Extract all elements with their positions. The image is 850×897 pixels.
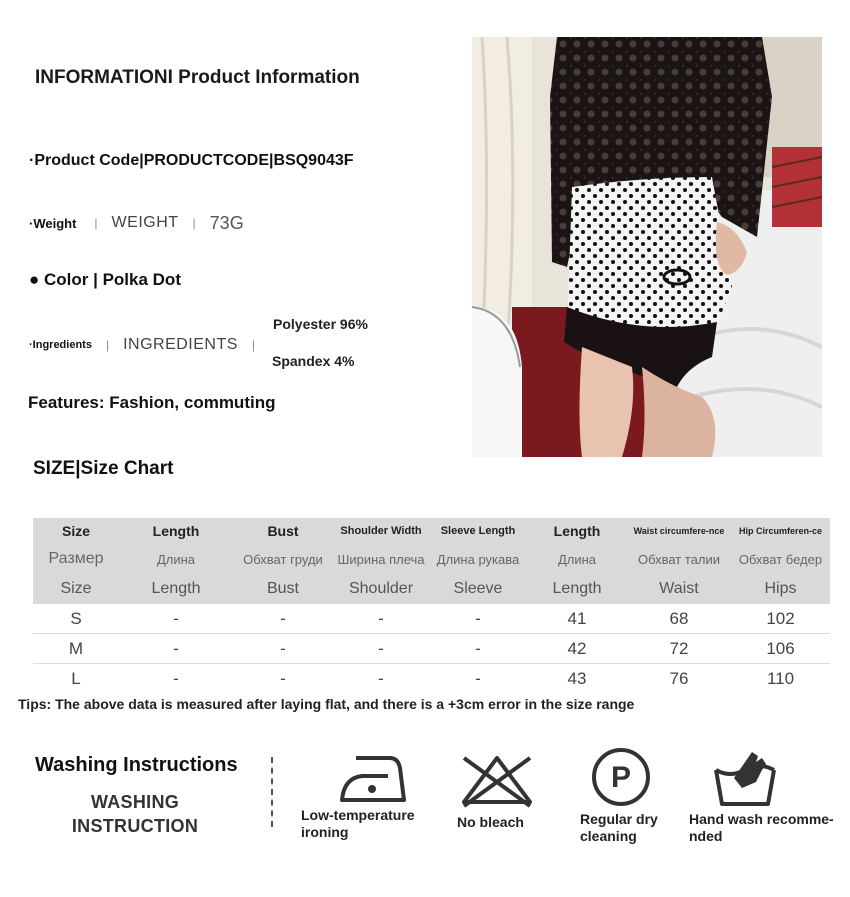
table-row bbox=[33, 634, 830, 664]
weight-label: ·Weight bbox=[29, 215, 77, 231]
table-cell: M bbox=[33, 634, 119, 664]
size-header-en bbox=[33, 518, 830, 544]
color-line: ● Color | Polka Dot bbox=[29, 270, 181, 289]
table-cell: - bbox=[233, 634, 333, 664]
table-cell: - bbox=[333, 634, 429, 664]
caption-line: Hand wash recomme- bbox=[689, 811, 834, 827]
table-cell: 42 bbox=[527, 634, 627, 664]
hand-wash-caption bbox=[689, 811, 834, 845]
table-cell: 72 bbox=[627, 634, 731, 664]
header-cell: Shoulder Width bbox=[333, 518, 429, 544]
no-bleach-icon bbox=[458, 752, 536, 808]
page-title: INFORMATIONI Product Information bbox=[35, 67, 360, 88]
caption-line: nded bbox=[689, 828, 723, 844]
ironing-caption bbox=[301, 807, 415, 841]
header-cell: Размер bbox=[33, 544, 119, 574]
table-cell: 76 bbox=[669, 668, 689, 688]
header-cell: Обхват груди bbox=[233, 544, 333, 574]
header-cell: Size bbox=[33, 574, 119, 604]
ingredients-row: ·Ingredients | INGREDIENTS | bbox=[29, 336, 256, 353]
features-line: Features: Fashion, commuting bbox=[28, 393, 276, 412]
table-cell: 68 bbox=[627, 604, 731, 634]
hand-wash-icon bbox=[712, 748, 778, 808]
table-cell: 41 bbox=[527, 604, 627, 634]
header-cell: Обхват талии bbox=[627, 544, 731, 574]
caption-line: ironing bbox=[301, 824, 349, 840]
size-header-ru bbox=[33, 544, 830, 574]
ingredients-label: ·Ingredients bbox=[29, 339, 92, 351]
header-cell: Обхват бедер bbox=[731, 544, 830, 574]
header-cell: Waist bbox=[627, 574, 731, 604]
table-cell: - bbox=[173, 668, 179, 688]
size-chart bbox=[33, 518, 830, 693]
size-tips: Tips: The above data is measured after laying flat, and there is a +3cm error in the size range bbox=[18, 696, 635, 712]
product-photo bbox=[472, 37, 822, 457]
table-cell: L bbox=[71, 668, 81, 688]
table-cell: - bbox=[119, 634, 233, 664]
header-cell: Waist circumfere-nce bbox=[627, 518, 731, 544]
table-cell: - bbox=[475, 668, 481, 688]
table-cell: - bbox=[429, 604, 527, 634]
iron-icon bbox=[338, 754, 406, 806]
svg-text:P: P bbox=[610, 761, 632, 794]
caption-line: cleaning bbox=[580, 828, 637, 844]
divider bbox=[271, 757, 273, 827]
size-chart-title: SIZE|Size Chart bbox=[33, 458, 174, 479]
header-cell: Shoulder bbox=[333, 574, 429, 604]
table-cell: 102 bbox=[731, 604, 830, 634]
header-cell: Sleeve bbox=[429, 574, 527, 604]
header-cell: Bust bbox=[233, 574, 333, 604]
header-cell: Длина bbox=[119, 544, 233, 574]
header-cell: Size bbox=[33, 518, 119, 544]
table-cell: - bbox=[378, 668, 384, 688]
table-cell: 43 bbox=[567, 668, 587, 688]
caption-line: Regular dry bbox=[580, 811, 658, 827]
header-cell: Ширина плеча bbox=[333, 544, 429, 574]
weight-value: 73G bbox=[209, 212, 244, 233]
product-code: ·Product Code|PRODUCTCODE|BSQ9043F bbox=[29, 152, 354, 169]
table-row bbox=[33, 604, 830, 634]
size-header-short bbox=[33, 574, 830, 604]
table-cell: - bbox=[119, 604, 233, 634]
header-cell: Sleeve Length bbox=[429, 518, 527, 544]
caption-line: No bleach bbox=[457, 814, 524, 830]
washing-subtitle-line2: INSTRUCTION bbox=[71, 816, 199, 836]
ingredient-spandex: Spandex 4% bbox=[272, 353, 355, 369]
header-cell: Hips bbox=[731, 574, 830, 604]
table-cell: - bbox=[333, 604, 429, 634]
table-cell: S bbox=[33, 604, 119, 634]
header-cell: Bust bbox=[233, 518, 333, 544]
table-row bbox=[33, 664, 830, 694]
ingredient-polyester: Polyester 96% bbox=[273, 316, 368, 332]
washing-subtitle bbox=[60, 790, 210, 838]
caption-line: Low-temperature bbox=[301, 807, 415, 823]
header-cell: Length bbox=[119, 574, 233, 604]
table-cell: - bbox=[233, 604, 333, 634]
weight-row: ·Weight | WEIGHT | 73G bbox=[29, 212, 244, 233]
header-cell: Length bbox=[527, 574, 627, 604]
washing-title: Washing Instructions bbox=[35, 754, 238, 776]
header-cell: Длина рукава bbox=[429, 544, 527, 574]
dry-clean-caption bbox=[580, 811, 658, 845]
header-cell: Hip Circumferen-ce bbox=[731, 518, 830, 544]
dry-clean-icon bbox=[590, 746, 652, 808]
header-cell: Length bbox=[119, 518, 233, 544]
header-cell: Length bbox=[527, 518, 627, 544]
ingredients-label-en: INGREDIENTS bbox=[123, 336, 238, 353]
bleach-caption bbox=[457, 814, 524, 831]
washing-subtitle-line1: WASHING bbox=[90, 792, 180, 812]
weight-label-en: WEIGHT bbox=[111, 214, 179, 231]
header-cell: Длина bbox=[527, 544, 627, 574]
table-cell: - bbox=[429, 634, 527, 664]
table-cell: 106 bbox=[731, 634, 830, 664]
table-cell: 110 bbox=[766, 668, 795, 688]
table-cell: - bbox=[280, 668, 286, 688]
